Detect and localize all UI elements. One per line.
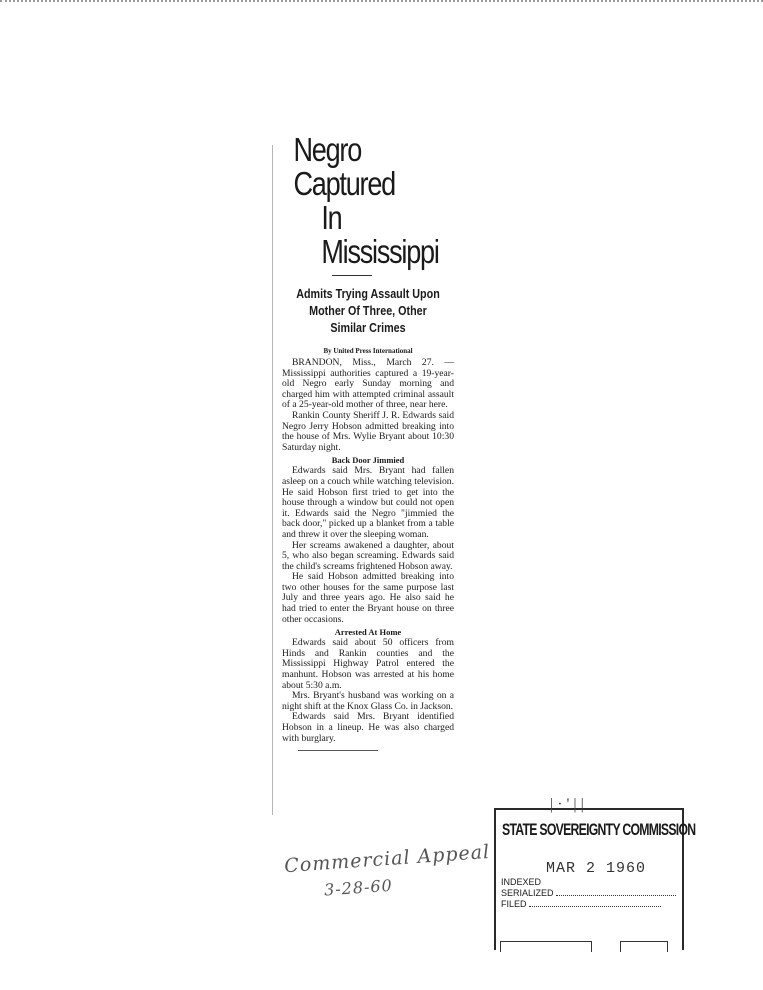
stamp-filed: FILED bbox=[501, 899, 682, 910]
article-paragraph: Edwards said Mrs. Bryant identified Hobson in a lineup. He was also charged with burglary. bbox=[282, 711, 454, 744]
stamp-serialized: SERIALIZED bbox=[501, 888, 682, 899]
article-paragraph: Rankin County Sheriff J. R. Edwards said Negro Jerry Hobson admitted breaking into the house of Mrs. Wylie Bryant about 10:30 Saturday night. bbox=[282, 409, 454, 453]
headline-line-2: In Mississippi bbox=[321, 199, 439, 270]
handwritten-date: 3-28-60 bbox=[323, 875, 394, 900]
commission-stamp bbox=[494, 796, 696, 950]
scan-top-border bbox=[0, 0, 763, 7]
article-paragraph: Edwards said about 50 officers from Hinds and Rankin counties and the Mississippi Highway Patrol entered the manhunt. Hobson was arrested at his home about 5:30 a.m. bbox=[282, 637, 454, 691]
byline: By United Press International bbox=[323, 347, 413, 355]
headline-rule bbox=[332, 275, 372, 276]
clipping-edge bbox=[272, 145, 273, 815]
article-paragraph: Mrs. Bryant's husband was working on a night shift at the Knox Glass Co. in Jackson. bbox=[282, 690, 454, 712]
article-paragraph: Edwards said Mrs. Bryant had fallen asleep on a couch while watching television. He said Hobson first tried to get into the house through a window but could not open it. Edwards said the Negro "jimmied the back door," picked up a blanket from a table and threw it over the sleeping woman. bbox=[282, 465, 454, 540]
article-paragraph: BRANDON, Miss., March 27. —Mississippi authorities captured a 19-year-old Negro early Sunday morning and charged him with attempted criminal assault of a 25-year-old mother of three, near here. bbox=[282, 357, 454, 411]
handwritten-source: Commercial Appeal bbox=[283, 840, 491, 878]
stamp-date: MAR 2 1960 bbox=[546, 860, 647, 877]
stamp-marks: | · ' | | bbox=[550, 796, 584, 813]
subhead-back-door: Back Door Jimmied bbox=[331, 455, 405, 466]
stamp-title: STATE SOVEREIGNTY COMMISSION bbox=[502, 820, 696, 839]
article-paragraph: He said Hobson admitted breaking into two other houses for the same purpose last July and three years ago. He also said he had tried to enter the Bryant house on three other occasions. bbox=[282, 571, 454, 625]
stamp-indexed: INDEXED bbox=[501, 877, 542, 887]
stamp-bottom-tabs bbox=[496, 938, 682, 952]
headline bbox=[282, 133, 454, 269]
newspaper-clipping bbox=[282, 133, 454, 751]
handwritten-annotation bbox=[284, 841, 493, 902]
article-end-rule bbox=[298, 750, 378, 751]
headline-line-1: Negro Captured bbox=[293, 131, 395, 202]
article-paragraph: Her screams awakened a daughter, about 5, who also began screaming. Edwards said the child's screams frightened Hobson away. bbox=[282, 539, 454, 572]
subhead-arrested: Arrested At Home bbox=[334, 627, 402, 638]
deck-subtitle: Admits Trying Assault Upon Mother Of Three, Other Similar Crimes bbox=[296, 287, 440, 335]
